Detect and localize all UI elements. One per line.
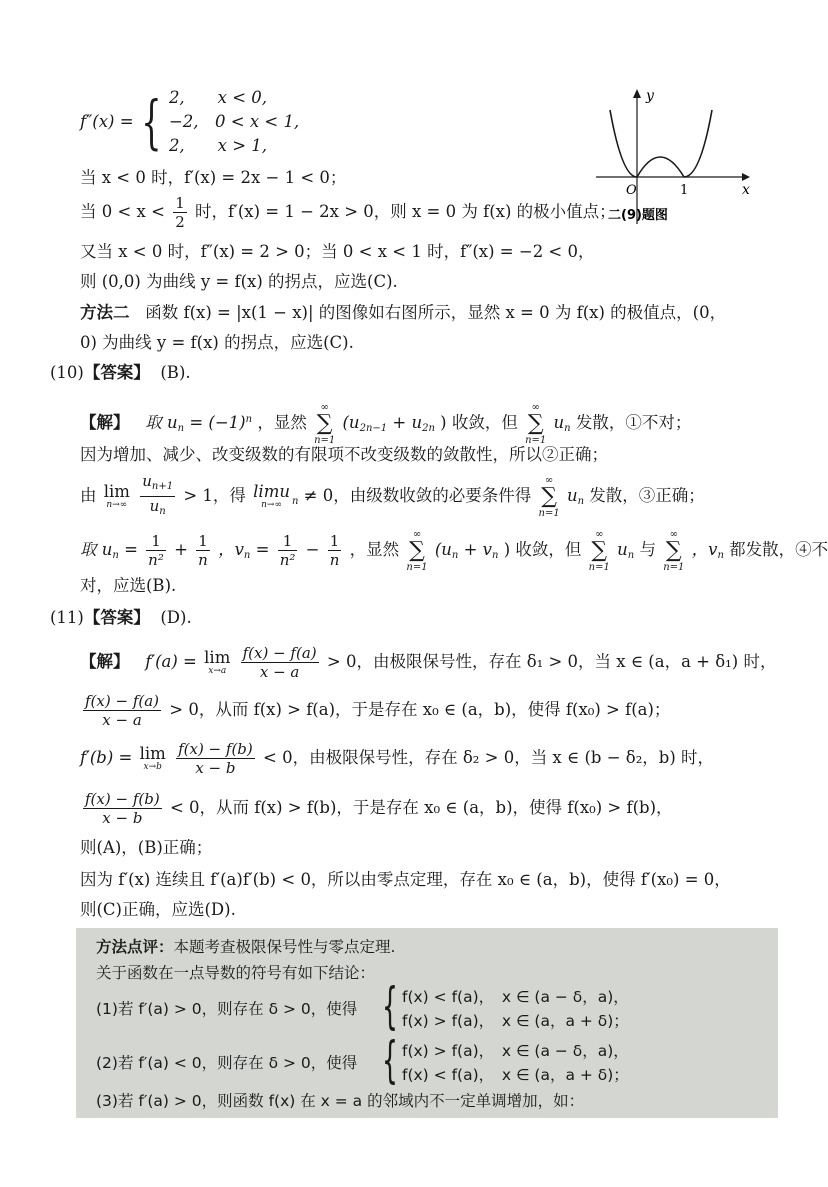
q11-lim-a	[204, 647, 231, 676]
line-2	[80, 194, 616, 231]
sum-top: ∞	[412, 528, 422, 540]
ratio-den-u: u	[149, 497, 160, 515]
frac-den: n	[329, 551, 340, 569]
q10-s4k: 与	[639, 540, 656, 559]
sum-top: ∞	[544, 474, 554, 486]
sum-bottom: n=1	[314, 434, 336, 446]
commentary-t1: 本题考查极限保号性与零点定理.	[173, 938, 396, 956]
sum-sigma: ∑	[541, 483, 557, 509]
q10-ratio	[140, 472, 175, 521]
lim-word: lim	[103, 481, 130, 501]
q11-answer-value: (D).	[160, 608, 192, 627]
q10-s4j: ) 收敛，但	[503, 540, 582, 559]
q10-s1a: 取 u	[145, 413, 178, 432]
commentary-r2b: f(x) < f(a)， x ∈ (a，a + δ)；	[402, 1066, 629, 1084]
commentary-r1b: f(x) > f(a)， x ∈ (a，a + δ)；	[402, 1012, 629, 1030]
line-2-b: 时，f′(x) = 1 − 2x > 0，则 x = 0 为 f(x) 的极小值点；	[194, 202, 616, 221]
y-label: y	[646, 88, 654, 104]
q10-s3-u-sub: n	[577, 496, 585, 507]
frac-den: x − b	[176, 758, 255, 777]
piecewise-row-1: 2, x < 0,	[168, 88, 268, 107]
q10-s3d: 发散，③正确；	[589, 486, 705, 505]
ratio-num	[140, 472, 175, 496]
q11-sol-2	[80, 688, 670, 732]
line-2-a: 当 0 < x <	[80, 202, 165, 221]
q11-sol-1	[80, 640, 776, 684]
q10-lim-2	[253, 481, 290, 510]
q11-frac-b	[176, 740, 255, 777]
q11-sol-6: 因为 f′(x) 连续且 f′(a)f′(b) < 0，所以由零点定理，存在 x₀ ∈ (a，b)，使得 f′(x₀) = 0，	[80, 870, 731, 889]
q10-s1e: + u	[392, 413, 423, 432]
q11-c2: < 0，由极限保号性，存在 δ₂ > 0，当 x ∈ (b − δ₂，b) 时，	[263, 748, 715, 767]
q10-s3b: > 1，得	[183, 486, 246, 505]
sum-sigma: ∑	[316, 410, 333, 436]
ratio-den	[140, 496, 175, 521]
sum-bottom: n=1	[663, 561, 685, 573]
q11-lim-b	[139, 743, 166, 772]
frac-den: x − a	[83, 710, 161, 729]
q10-sum-4	[406, 529, 427, 573]
lim-word: lim	[204, 647, 231, 667]
q10-s4-u: u	[617, 540, 628, 559]
sum-sigma: ∑	[409, 537, 425, 563]
q10-s4a-sub: n	[112, 550, 119, 561]
q10-s4-v-sub: n	[717, 550, 724, 561]
q10-s4i: + v	[463, 540, 493, 559]
frac-num: 1	[329, 532, 340, 550]
commentary-brace-1: {	[382, 977, 398, 1035]
q11-frac-a	[241, 644, 319, 681]
sum-top: ∞	[531, 401, 540, 413]
q10-s4b: =	[124, 540, 138, 559]
sum-sigma: ∑	[527, 410, 544, 436]
q10-s1g-sub: n	[564, 423, 571, 434]
q10-s3a: 由	[80, 486, 97, 505]
q10-s4i-sub: n	[492, 550, 499, 561]
q10-sum-3	[539, 475, 560, 519]
q10-solution-label: 【解】	[80, 413, 130, 432]
ratio-num-u: u	[142, 472, 152, 490]
q11-number: (11)	[50, 608, 84, 627]
frac-num: f(x) − f(b)	[178, 740, 253, 758]
q11-d1: < 0，从而 f(x) > f(b)，于是存在 x₀ ∈ (a，b)，使得 f(x₀) > f(b)，	[169, 798, 673, 817]
frac-den: x − a	[241, 662, 319, 681]
ratio-num-sub: n+1	[151, 481, 174, 492]
q10-s1c: ，显然	[257, 413, 307, 432]
frac-den: n	[198, 551, 208, 569]
piecewise-block	[80, 86, 299, 158]
frac-num: 1	[151, 532, 161, 550]
q11-sol-5: 则(A)，(B)正确；	[80, 838, 213, 857]
piecewise-rows	[169, 86, 299, 158]
q10-s4e: =	[255, 540, 270, 559]
frac-1-n	[196, 532, 210, 569]
origin-label: O	[626, 183, 637, 198]
curve-left	[610, 110, 637, 177]
q10-s1b: = (−1)	[189, 413, 246, 432]
q10-sum-1	[314, 402, 335, 446]
q11-solution-label: 【解】	[80, 652, 130, 671]
q10-number: (10)	[50, 363, 84, 382]
frac-den: x − b	[83, 808, 162, 827]
method-two-label: 方法二	[80, 303, 130, 322]
method-two-cont: 0) 为曲线 y = f(x) 的拐点，应选(C).	[80, 333, 354, 352]
q10-answer-label: 【答案】	[83, 363, 150, 382]
lim-sub: x→a	[208, 665, 227, 676]
sum-sigma: ∑	[591, 537, 608, 563]
line-4: 则 (0,0) 为曲线 y = f(x) 的拐点，应选(C).	[80, 272, 398, 291]
frac-num: 1	[198, 532, 208, 550]
frac-num: 1	[282, 532, 293, 550]
q11-b1: > 0，从而 f(x) > f(a)，于是存在 x₀ ∈ (a，b)，使得 f(x₀) > f(a)；	[169, 700, 671, 719]
sum-sigma: ∑	[665, 537, 682, 563]
q10-sol-5: 对，应选(B).	[80, 576, 177, 595]
method-two	[80, 301, 726, 325]
q11-a1: f′(a) =	[145, 652, 197, 671]
sum-top: ∞	[669, 528, 678, 540]
q10-s4d-sub: n	[243, 550, 251, 561]
q10-sum-6	[663, 529, 684, 573]
q10-s1d-sub: 2n−1	[359, 423, 388, 434]
q11-sol-7: 则(C)正确，应选(D).	[80, 900, 236, 919]
frac-1-n-b	[328, 532, 342, 569]
q10-lim-1	[103, 481, 130, 510]
q10-s4h-sub: n	[451, 550, 459, 561]
q10-s1h: 发散，①不对；	[575, 413, 692, 432]
q10-s1g: u	[553, 413, 565, 432]
x-label: x	[742, 182, 750, 198]
one-label: 1	[680, 183, 689, 198]
q10-s4c: +	[174, 540, 188, 559]
q10-s3c: ≠ 0，由级数收敛的必要条件得	[303, 486, 532, 505]
q10-s4h: (u	[434, 540, 452, 559]
q10-s4d: ，v	[218, 540, 244, 559]
commentary-label: 方法点评：	[96, 938, 174, 956]
fraction-half-den: 2	[175, 213, 185, 231]
lim-word: lim	[139, 743, 166, 763]
commentary-r3: (3)若 f′(a) > 0，则函数 f(x) 在 x = a 的邻域内不一定单调增加，如：	[96, 1092, 585, 1110]
commentary-line-1	[96, 936, 395, 958]
figure-caption: 二(9)题图	[608, 208, 668, 223]
curve-middle	[637, 157, 684, 177]
lim-sub: n→∞	[261, 499, 282, 510]
piecewise-row-2: −2, 0 < x < 1,	[168, 112, 300, 131]
line-1: 当 x < 0 时，f′(x) = 2x − 1 < 0；	[80, 168, 347, 187]
frac-den: n²	[148, 551, 164, 569]
sum-bottom: n=1	[538, 507, 560, 519]
frac-num: f(x) − f(b)	[85, 790, 160, 808]
line-3: 又当 x < 0 时，f″(x) = 2 > 0；当 0 < x < 1 时，f″(x) = −2 < 0，	[80, 242, 595, 261]
commentary-r2: (2)若 f′(a) < 0，则存在 δ > 0，使得	[96, 1054, 358, 1072]
frac-num: f(x) − f(a)	[242, 644, 317, 662]
q10-s1d: (u	[342, 413, 360, 432]
q10-sum-5	[589, 529, 610, 573]
q10-sum-2	[525, 402, 546, 446]
q10-s4f: −	[305, 540, 320, 559]
y-axis-arrow	[633, 89, 641, 98]
q10-sol-2: 因为增加、减少、改变级数的有限项不改变级数的敛散性，所以②正确；	[80, 445, 608, 464]
q10-s4g: ，显然	[349, 540, 400, 559]
commentary-line-2: 关于函数在一点导数的符号有如下结论：	[96, 964, 376, 982]
lim-sub: n→∞	[106, 499, 128, 510]
q10-answer-value: (B).	[160, 363, 191, 382]
function-graph	[590, 82, 760, 232]
q10-s4l: 都发散，④不	[729, 540, 828, 559]
q10-s1e-sub: 2n	[422, 423, 435, 434]
ratio-den-sub: n	[159, 506, 166, 517]
frac-num: f(x) − f(a)	[85, 692, 160, 710]
q11-sol-4	[80, 786, 673, 830]
frac-1-n2	[146, 532, 166, 569]
x-axis-arrow	[742, 173, 750, 181]
fraction-half-num: 1	[175, 194, 185, 212]
commentary-r1: (1)若 f′(a) > 0，则存在 δ > 0，使得	[96, 1000, 358, 1018]
piecewise-brace: {	[141, 88, 162, 156]
commentary-box	[76, 928, 778, 1118]
q10-answer	[50, 361, 191, 385]
lim-sub: x→b	[143, 761, 162, 772]
q11-frac-b2	[83, 790, 162, 827]
sum-top: ∞	[320, 401, 329, 413]
q11-answer-label: 【答案】	[83, 608, 150, 627]
q11-c1: f′(b) =	[80, 748, 133, 767]
q11-frac-a2	[83, 692, 161, 729]
sum-bottom: n=1	[588, 561, 610, 573]
piecewise-row-3: 2, x > 1,	[168, 136, 268, 155]
piecewise-lhs: f″(x) =	[80, 112, 134, 131]
commentary-r1a: f(x) < f(a)， x ∈ (a − δ，a)，	[402, 988, 629, 1006]
sum-bottom: n=1	[525, 434, 547, 446]
q10-s3-sub: n	[291, 496, 299, 507]
q10-s4-v: ，v	[691, 540, 718, 559]
method-two-text: 函数 f(x) = |x(1 − x)| 的图像如右图所示，显然 x = 0 为 f(x) 的极值点，(0，	[145, 303, 727, 322]
q10-s1-sub: n	[177, 423, 185, 434]
fraction-half	[173, 194, 187, 231]
lim-word: limu	[253, 481, 290, 501]
q10-s3-u: u	[566, 486, 578, 505]
commentary-brace-2: {	[382, 1031, 398, 1089]
q10-s1f: ) 收敛，但	[440, 413, 518, 432]
sum-bottom: n=1	[406, 561, 428, 573]
q10-s4-u-sub: n	[627, 550, 635, 561]
commentary-r2a: f(x) > f(a)， x ∈ (a − δ，a)，	[402, 1042, 629, 1060]
q11-answer	[50, 606, 192, 630]
q11-a2: > 0，由极限保号性，存在 δ₁ > 0，当 x ∈ (a，a + δ₁) 时，	[326, 652, 777, 671]
q11-sol-3	[80, 736, 714, 780]
curve-right	[684, 110, 712, 177]
q10-sol-3	[80, 472, 705, 526]
q10-s1-sup: n	[245, 414, 253, 425]
q10-sol-4	[80, 526, 828, 580]
frac-den: n²	[279, 551, 296, 569]
frac-1-n2-b	[278, 532, 298, 569]
q10-s4a: 取 u	[80, 540, 113, 559]
sum-top: ∞	[595, 528, 604, 540]
